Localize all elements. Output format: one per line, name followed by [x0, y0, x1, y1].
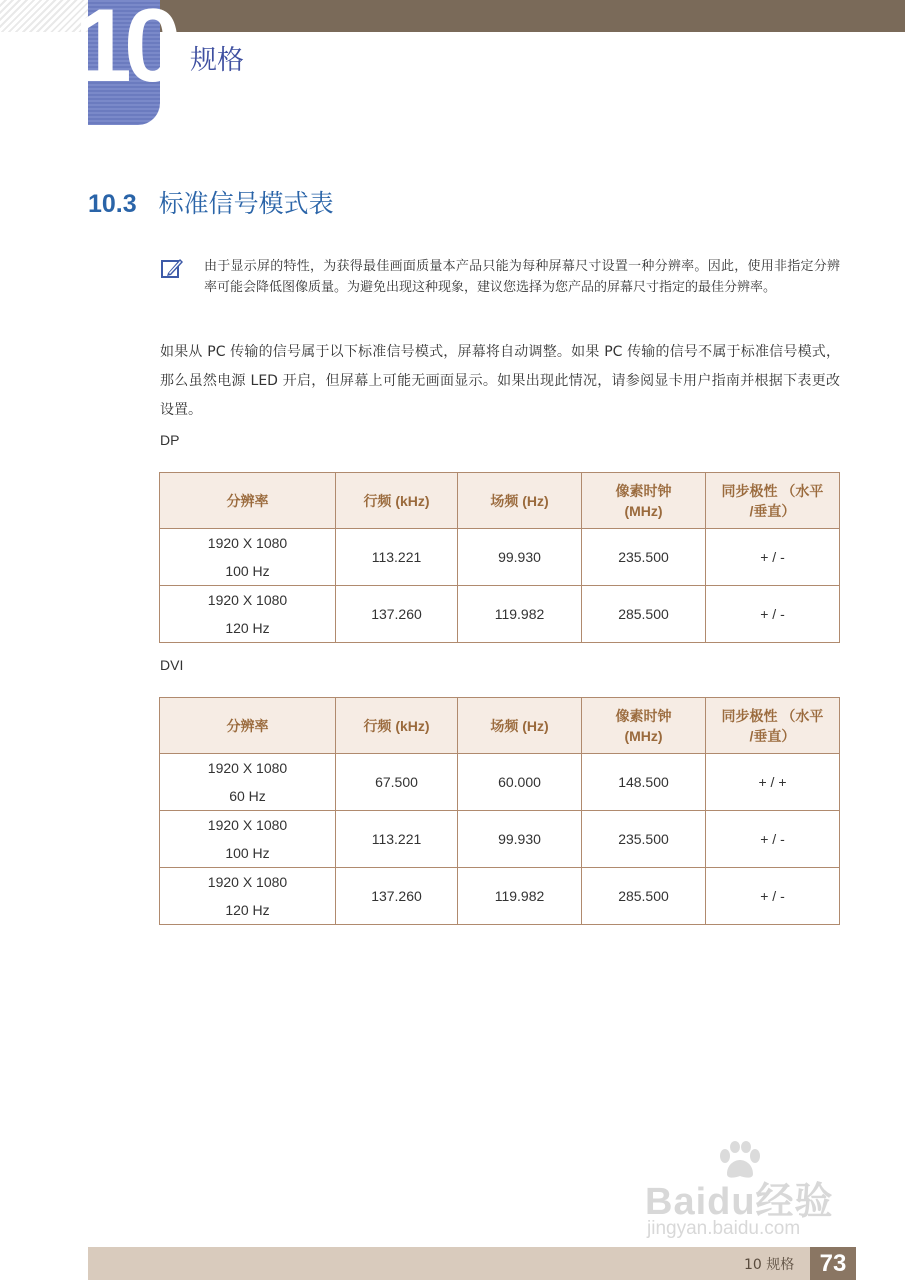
cell-resolution	[160, 868, 336, 925]
cell-resolution	[160, 529, 336, 586]
header-sync-polarity	[706, 698, 840, 754]
header-sync-line1: 同步极性 （水平	[721, 707, 824, 724]
header-pixel-clock-line2: (MHz)	[624, 727, 663, 744]
watermark-main-text: Baidu经验	[645, 1181, 834, 1223]
header-hfreq: 行频 (kHz)	[336, 698, 458, 754]
section-heading	[88, 184, 334, 220]
cell-resolution	[160, 811, 336, 868]
header-sync-line1: 同步极性 （水平	[721, 482, 824, 499]
note-pencil-icon	[160, 257, 184, 279]
table-header-row	[160, 698, 840, 754]
cell-resolution	[160, 754, 336, 811]
dp-label: DP	[160, 432, 180, 448]
header-vfreq: 场频 (Hz)	[458, 698, 582, 754]
cell-clock: 285.500	[582, 868, 706, 925]
cell-rate: 100 Hz	[225, 563, 270, 579]
header-hfreq: 行频 (kHz)	[336, 473, 458, 529]
footer-chapter-label: 10 规格	[744, 1257, 795, 1273]
dvi-label: DVI	[160, 657, 184, 673]
table-row	[160, 529, 840, 586]
footer-bar	[88, 1247, 810, 1280]
cell-rate: 100 Hz	[225, 845, 270, 861]
cell-vfreq: 99.930	[458, 811, 582, 868]
cell-hfreq: 113.221	[336, 529, 458, 586]
cell-vfreq: 119.982	[458, 868, 582, 925]
section-title: 标准信号模式表	[158, 189, 334, 218]
cell-sync: + / -	[706, 586, 840, 643]
note-text: 由于显示屏的特性，为获得最佳画面质量本产品只能为每种屏幕尺寸设置一种分辨率。因此，使用非指定分辨率可能会降低图像质量。为避免出现这种现象，建议您选择为您产品的屏幕尺寸指定的最佳分辨率。	[204, 259, 840, 295]
table-header-row	[160, 473, 840, 529]
dp-signal-table	[159, 472, 840, 643]
cell-sync: + / +	[706, 754, 840, 811]
table-row	[160, 868, 840, 925]
header-pixel-clock	[582, 473, 706, 529]
cell-hfreq: 137.260	[336, 586, 458, 643]
cell-resolution	[160, 586, 336, 643]
header-pixel-clock-line2: (MHz)	[624, 502, 663, 519]
cell-hfreq: 113.221	[336, 811, 458, 868]
cell-hfreq: 67.500	[336, 754, 458, 811]
cell-vfreq: 60.000	[458, 754, 582, 811]
header-pixel-clock-line1: 像素时钟	[615, 482, 672, 499]
header-top-bar	[160, 0, 905, 32]
header-resolution: 分辨率	[160, 698, 336, 754]
cell-clock: 285.500	[582, 586, 706, 643]
cell-clock: 235.500	[582, 811, 706, 868]
table-row	[160, 811, 840, 868]
cell-clock: 235.500	[582, 529, 706, 586]
header-vfreq: 场频 (Hz)	[458, 473, 582, 529]
cell-sync: + / -	[706, 529, 840, 586]
chapter-number: 10	[74, 0, 174, 104]
cell-hfreq: 137.260	[336, 868, 458, 925]
page-number: 73	[810, 1247, 856, 1280]
baidu-watermark	[645, 1140, 855, 1240]
cell-rate: 60 Hz	[229, 788, 266, 804]
cell-vfreq: 99.930	[458, 529, 582, 586]
section-number: 10.3	[88, 190, 137, 218]
dvi-signal-table	[159, 697, 840, 925]
header-sync-polarity	[706, 473, 840, 529]
header-sync-line2: /垂直）	[749, 727, 796, 744]
cell-sync: + / -	[706, 868, 840, 925]
cell-rate: 120 Hz	[225, 902, 270, 918]
cell-rate: 120 Hz	[225, 620, 270, 636]
header-resolution: 分辨率	[160, 473, 336, 529]
header-pixel-clock	[582, 698, 706, 754]
header-sync-line2: /垂直）	[749, 502, 796, 519]
cell-res: 1920 X 1080	[207, 874, 288, 890]
cell-res: 1920 X 1080	[207, 760, 288, 776]
cell-clock: 148.500	[582, 754, 706, 811]
cell-res: 1920 X 1080	[207, 592, 288, 608]
chapter-title: 规格	[190, 45, 244, 76]
cell-vfreq: 119.982	[458, 586, 582, 643]
cell-sync: + / -	[706, 811, 840, 868]
cell-res: 1920 X 1080	[207, 817, 288, 833]
cell-res: 1920 X 1080	[207, 535, 288, 551]
table-row	[160, 754, 840, 811]
table-row	[160, 586, 840, 643]
body-paragraph: 如果从 PC 传输的信号属于以下标准信号模式，屏幕将自动调整。如果 PC 传输的信号不属于标准信号模式，那么虽然电源 LED 开启，但屏幕上可能无画面显示。如果出现此情况，请参阅显卡用户指南并根据下表更改设置。	[160, 344, 840, 418]
header-pixel-clock-line1: 像素时钟	[615, 707, 672, 724]
watermark-url-text: jingyan.baidu.com	[647, 1218, 801, 1239]
